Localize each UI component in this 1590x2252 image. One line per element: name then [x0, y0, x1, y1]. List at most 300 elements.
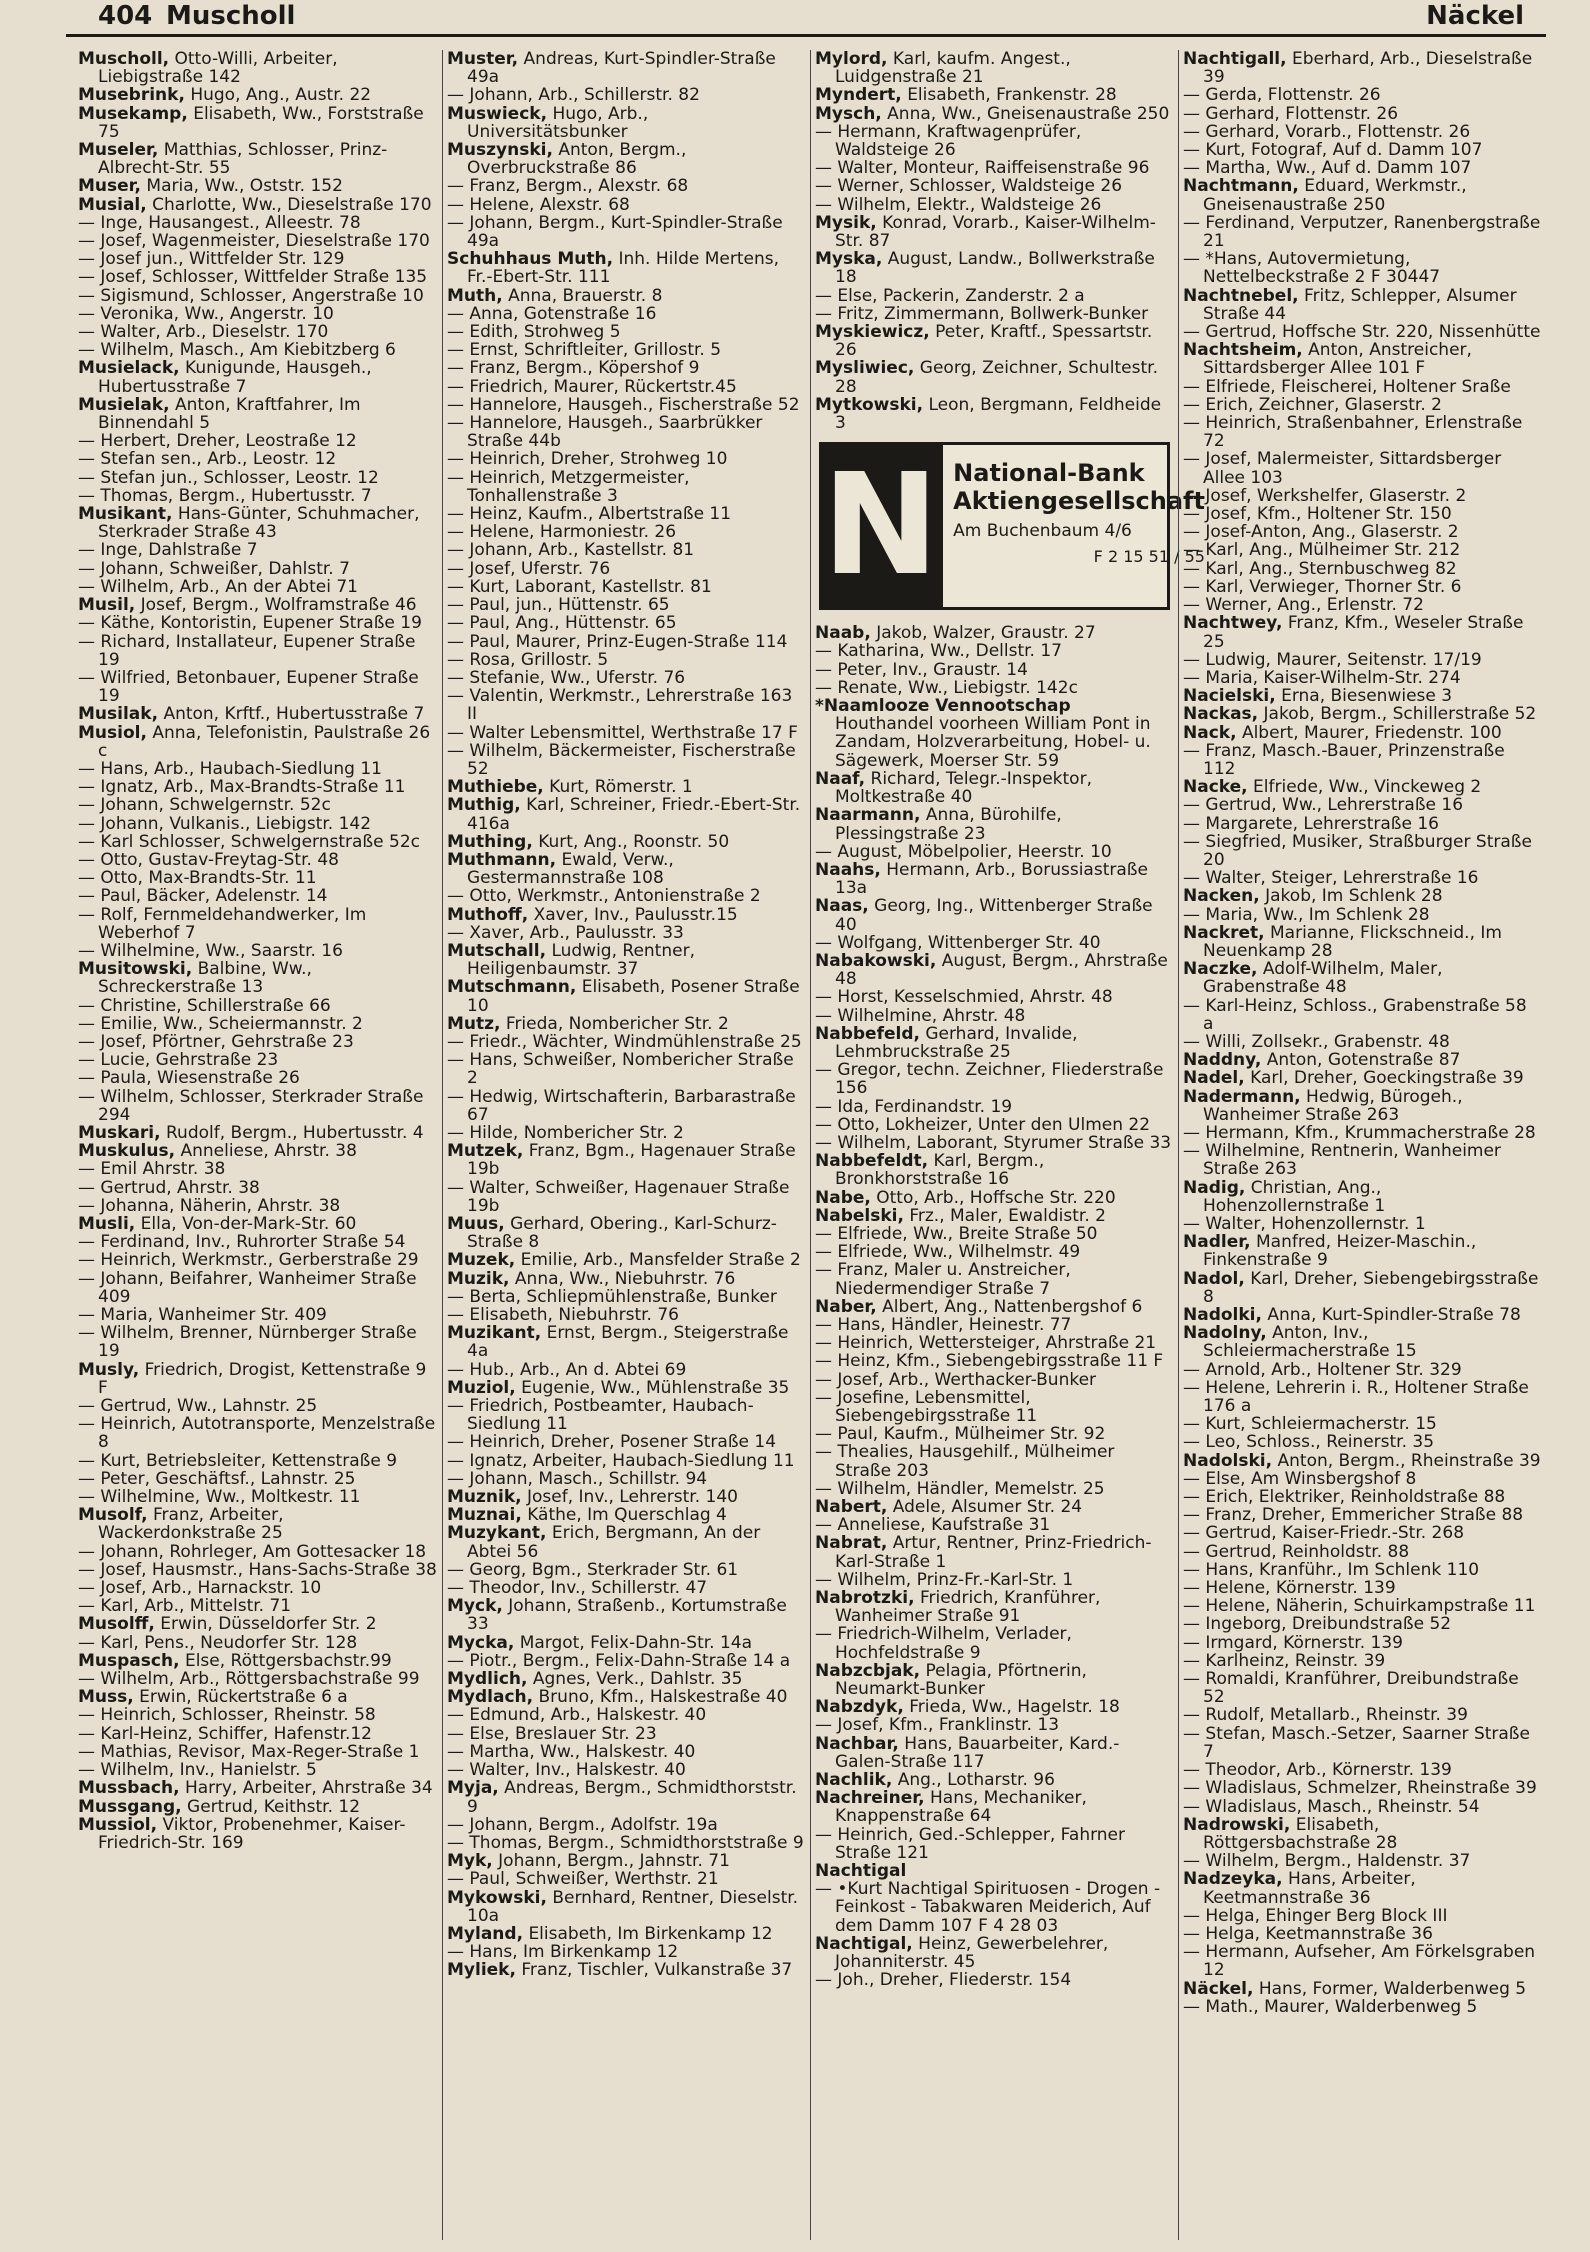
entry-details: — Wladislaus, Masch., Rheinstr. 54: [1183, 1796, 1480, 1817]
entry-details: — Karl, Ang., Mülheimer Str. 212: [1183, 540, 1461, 561]
directory-entry: [815, 1516, 1174, 1534]
entry-details: — Josef, Pförtner, Gehrstraße 23: [78, 1031, 354, 1052]
directory-entry: [78, 214, 438, 232]
directory-entry: [815, 305, 1174, 323]
entry-surname: Mysik,: [815, 212, 877, 233]
entry-details: — Hans, Händler, Heinestr. 77: [815, 1314, 1072, 1335]
entry-details: — Karl, Ang., Sternbuschweg 82: [1183, 558, 1457, 579]
entry-details: Andreas, Bergm., Schmidthorststr. 9: [467, 1778, 797, 1817]
directory-entry: [1183, 1597, 1542, 1615]
directory-entry: [447, 1506, 806, 1524]
directory-entry: [78, 177, 438, 195]
entry-details: — Thealies, Hausgehilf., Mülheimer Straße 203: [815, 1442, 1115, 1481]
directory-entry: [1183, 50, 1542, 86]
entry-surname: Musielak,: [78, 394, 170, 415]
directory-entry: [78, 1816, 438, 1852]
entry-surname: Nacke,: [1183, 777, 1248, 798]
entry-surname: Schuhhaus Muth,: [447, 249, 614, 270]
entry-surname: Mycka,: [447, 1632, 515, 1653]
entry-details: — Gerda, Flottenstr. 26: [1183, 85, 1381, 106]
entry-details: Elisabeth, Ww., Forststraße 75: [98, 103, 424, 142]
directory-entry: [447, 1215, 806, 1251]
entry-details: — *Hans, Autovermietung, Nettelbeckstraße 2 F 30447: [1183, 249, 1441, 288]
directory-entry: [447, 796, 806, 832]
directory-entry: [447, 1634, 806, 1652]
directory-entry: [1183, 123, 1542, 141]
directory-entry: [78, 487, 438, 505]
directory-entry: [78, 851, 438, 869]
entry-details: Karl, Dreher, Goeckingstraße 39: [1250, 1068, 1524, 1089]
entry-surname: Muster,: [447, 49, 519, 69]
entry-details: — Heinz, Kfm., Siebengebirgsstraße 11 F: [815, 1351, 1164, 1372]
directory-entry: [1183, 1142, 1542, 1178]
directory-entry: [447, 687, 806, 723]
entry-details: — Franz, Masch.-Bauer, Prinzenstraße 112: [1183, 740, 1505, 779]
entry-details: — Erich, Zeichner, Glaserstr. 2: [1183, 394, 1442, 415]
directory-entry: [1183, 1980, 1542, 1998]
entry-details: — Josef, Schlosser, Wittfelder Straße 135: [78, 267, 428, 288]
entry-details: Heinz, Gewerbelehrer, Johanniterstr. 45: [835, 1933, 1109, 1973]
directory-entry: [78, 669, 438, 705]
entry-surname: Nabe,: [815, 1187, 871, 1208]
entry-details: — Willi, Zollsekr., Grabenstr. 48: [1183, 1031, 1450, 1052]
directory-entry: [447, 196, 806, 214]
entry-details: Adele, Alsumer Str. 24: [892, 1497, 1083, 1518]
directory-entry: [815, 196, 1174, 214]
entry-details: — Hermann, Aufseher, Am Förkelsgraben 12: [1183, 1942, 1536, 1981]
entry-surname: Nadler,: [1183, 1232, 1251, 1253]
directory-entry: [78, 1470, 438, 1488]
entry-surname: Mylord,: [815, 49, 888, 69]
entry-details: — Josef, Kfm., Holtener Str. 150: [1183, 504, 1452, 525]
entry-details: Ella, Von-der-Mark-Str. 60: [140, 1214, 357, 1234]
entry-details: Konrad, Vorarb., Kaiser-Wilhelm-Str. 87: [835, 212, 1156, 252]
directory-entry: [78, 232, 438, 250]
directory-entry: [447, 1652, 806, 1670]
entry-surname: Muthiebe,: [447, 777, 544, 798]
entry-details: — Katharina, Ww., Dellstr. 17: [815, 641, 1062, 662]
entry-details: — Friedrich, Postbeamter, Haubach-Siedlung 11: [447, 1396, 754, 1435]
directory-entry: [1183, 1379, 1542, 1415]
entry-details: — Martha, Ww., Halskestr. 40: [447, 1741, 696, 1762]
entry-details: — Hans, Schweißer, Nombericher Straße 2: [447, 1050, 794, 1089]
entry-surname: Nackas,: [1183, 704, 1259, 725]
entry-details: — Kurt, Betriebsleiter, Kettenstraße 9: [78, 1450, 398, 1471]
directory-entry: [78, 250, 438, 268]
entry-details: — Walter, Inv., Halskestr. 40: [447, 1760, 686, 1781]
directory-entry: [1183, 1215, 1542, 1233]
entry-details: — Veronika, Ww., Angerstr. 10: [78, 303, 334, 324]
entry-surname: Nadel,: [1183, 1068, 1245, 1089]
entry-surname: Nadzeyka,: [1183, 1869, 1283, 1890]
entry-details: — Wilfried, Betonbauer, Eupener Straße 19: [78, 667, 419, 707]
directory-entry: [78, 1142, 438, 1160]
directory-entry: [815, 1134, 1174, 1152]
entry-surname: Nabrotzki,: [815, 1588, 915, 1609]
entry-details: — Josef jun., Wittfelder Str. 129: [78, 249, 345, 270]
entry-surname: Myskiewicz,: [815, 322, 930, 343]
directory-entry: [1183, 505, 1542, 523]
entry-details: Josef, Inv., Lehrerstr. 140: [527, 1487, 738, 1508]
entry-details: — Kurt, Schleiermacherstr. 15: [1183, 1414, 1437, 1435]
entry-details: — Elisabeth, Niebuhrstr. 76: [447, 1305, 679, 1326]
directory-entry: [1183, 541, 1542, 559]
directory-entry: [1183, 833, 1542, 869]
entry-details: — Gertrud, Ww., Lahnstr. 25: [78, 1396, 318, 1417]
entry-details: — Josef, Hausmstr., Hans-Sachs-Straße 38: [78, 1559, 437, 1580]
entry-details: Harry, Arbeiter, Ahrstraße 34: [184, 1778, 433, 1799]
entry-details: Hugo, Ang., Austr. 22: [190, 85, 372, 106]
entry-details: — Johann, Schweißer, Dahlstr. 7: [78, 558, 350, 579]
entry-details: Richard, Telegr.-Inspektor, Moltkestraße 40: [835, 768, 1092, 808]
entry-surname: Nabert,: [815, 1497, 888, 1518]
entry-surname: Nachtigal,: [815, 1933, 913, 1954]
entry-details: — Werner, Schlosser, Waldsteige 26: [815, 176, 1123, 197]
entry-details: Anton, Kraftfahrer, Im Binnendahl 5: [98, 394, 361, 434]
directory-entry: [447, 669, 806, 687]
directory-entry: [1183, 924, 1542, 960]
entry-details: — Gerhard, Vorarb., Flottenstr. 26: [1183, 121, 1471, 142]
directory-entry: [447, 651, 806, 669]
directory-entry: [78, 1215, 438, 1233]
entry-details: — August, Möbelpolier, Heerstr. 10: [815, 841, 1112, 862]
entry-details: — Paul, Ang., Hüttenstr. 65: [447, 613, 677, 634]
directory-entry: [815, 1771, 1174, 1789]
entry-details: Elisabeth, Posener Straße 10: [467, 977, 800, 1016]
entry-details: Erwin, Rückertstraße 6 a: [139, 1687, 348, 1708]
entry-details: Franz, Tischler, Vulkanstraße 37: [521, 1960, 793, 1981]
entry-surname: Myska,: [815, 249, 883, 270]
entry-details: — Heinrich, Dreher, Strohweg 10: [447, 449, 728, 470]
directory-entry: [815, 250, 1174, 286]
directory-entry: [1183, 578, 1542, 596]
entry-details: Eugenie, Ww., Mühlenstraße 35: [521, 1377, 790, 1398]
directory-entry: [78, 1033, 438, 1051]
entry-details: — Gertrud, Hoffsche Str. 220, Nissenhütte: [1183, 322, 1541, 343]
directory-entry: [1183, 960, 1542, 996]
directory-entry: [78, 1798, 438, 1816]
entry-details: — Hilde, Nombericher Str. 2: [447, 1122, 684, 1143]
directory-entry: [815, 1098, 1174, 1116]
directory-entry: [447, 1852, 806, 1870]
entry-surname: Nabbefeldt,: [815, 1151, 929, 1172]
directory-entry: [1183, 887, 1542, 905]
directory-entry: [1183, 705, 1542, 723]
entry-surname: Muspasch,: [78, 1650, 180, 1671]
entry-details: — Walter, Hohenzollernstr. 1: [1183, 1214, 1426, 1234]
entry-details: — Johann, Masch., Schillstr. 94: [447, 1468, 708, 1489]
directory-entry: [447, 1088, 806, 1124]
directory-entry: [1183, 1943, 1542, 1979]
directory-entry: [815, 1880, 1174, 1935]
entry-details: — Heinrich, Dreher, Posener Straße 14: [447, 1432, 777, 1453]
directory-entry: [447, 1433, 806, 1451]
entry-details: Gerhard, Obering., Karl-Schurz-Straße 8: [467, 1214, 777, 1253]
entry-details: Erwin, Düsseldorfer Str. 2: [160, 1614, 377, 1635]
directory-entry: [447, 1033, 806, 1051]
entry-details: — Johann, Arb., Schillerstr. 82: [447, 85, 700, 106]
entry-details: — Hannelore, Hausgeh., Fischerstraße 52: [447, 394, 800, 415]
entry-surname: Muszynski,: [447, 140, 553, 161]
directory-entry: [815, 806, 1174, 842]
entry-details: — Franz, Maler u. Anstreicher, Niedermendiger Straße 7: [815, 1260, 1071, 1299]
directory-entry: [447, 341, 806, 359]
directory-entry: [447, 378, 806, 396]
directory-entry: [447, 1561, 806, 1579]
directory-entry: [447, 614, 806, 632]
directory-entry: [1183, 687, 1542, 705]
directory-entry: [78, 1270, 438, 1306]
directory-entry: [447, 323, 806, 341]
entry-details: — Wilhelm, Bäckermeister, Fischerstraße 52: [447, 740, 796, 779]
entry-details: Frz., Maler, Ewaldistr. 2: [909, 1205, 1106, 1226]
entry-surname: Naahs,: [815, 859, 881, 880]
entry-surname: Mytkowski,: [815, 394, 924, 415]
directory-entry: [1183, 1852, 1542, 1870]
directory-entry: [78, 1761, 438, 1779]
entry-surname: Muziol,: [447, 1377, 516, 1398]
entry-details: Anton, Inv., Schleiermacherstraße 15: [1203, 1323, 1417, 1362]
entry-surname: Nachtnebel,: [1183, 285, 1299, 306]
directory-entry: [78, 1397, 438, 1415]
directory-entry: [447, 1761, 806, 1779]
directory-entry: [78, 869, 438, 887]
directory-entry: [815, 1261, 1174, 1297]
entry-details: — Maria, Ww., Im Schlenk 28: [1183, 904, 1430, 925]
entry-surname: Mussiol,: [78, 1814, 158, 1835]
entry-details: — Johann, Rohrleger, Am Gottesacker 18: [78, 1541, 427, 1562]
column-1: [74, 50, 442, 2240]
entry-surname: Mydlich,: [447, 1669, 528, 1690]
entry-details: — Hans, Im Birkenkamp 12: [447, 1942, 679, 1963]
entry-details: — Stefan, Masch.-Setzer, Saarner Straße 7: [1183, 1723, 1530, 1762]
entry-details: Friedrich, Kranführer, Wanheimer Straße 91: [835, 1588, 1101, 1627]
directory-entry: [1183, 141, 1542, 159]
entry-details: — Heinrich, Wettersteiger, Ahrstraße 21: [815, 1333, 1157, 1354]
entry-details: — Johanna, Näherin, Ahrstr. 38: [78, 1195, 341, 1216]
entry-details: Gertrud, Keithstr. 12: [187, 1796, 361, 1817]
entry-details: — Renate, Ww., Liebigstr. 142c: [815, 677, 1078, 698]
entry-details: Elisabeth, Röttgersbachstraße 28: [1203, 1814, 1398, 1853]
entry-surname: Näckel,: [1183, 1978, 1254, 1999]
entry-details: — Wilhelmine, Ahrstr. 48: [815, 1005, 1026, 1026]
directory-entry: [815, 1826, 1174, 1862]
directory-entry: [815, 843, 1174, 861]
directory-entry: [1183, 86, 1542, 104]
entry-details: — Math., Maurer, Walderbenweg 5: [1183, 1996, 1478, 2017]
entry-details: Hugo, Arb., Universitätsbunker: [467, 103, 649, 142]
entry-details: — Joh., Dreher, Fliederstr. 154: [815, 1970, 1072, 1991]
entry-details: Franz, Kfm., Weseler Straße 25: [1203, 613, 1524, 652]
directory-entry: [447, 633, 806, 651]
directory-entry: [78, 778, 438, 796]
directory-entry: [1183, 1579, 1542, 1597]
directory-entry: [1183, 724, 1542, 742]
entry-details: Jakob, Im Schlenk 28: [1265, 886, 1443, 907]
entry-details: Karl, Schreiner, Friedr.-Ebert-Str. 416a: [467, 795, 801, 834]
directory-entry: [1183, 1816, 1542, 1852]
directory-entry: [815, 86, 1174, 104]
entry-surname: Muus,: [447, 1214, 505, 1234]
entry-details: Rudolf, Bergm., Hubertusstr. 4: [166, 1122, 424, 1143]
directory-entry: [815, 1152, 1174, 1188]
entry-details: — Ingeborg, Dreibundstraße 52: [1183, 1614, 1452, 1635]
directory-entry: [447, 1015, 806, 1033]
entry-details: — Helene, Näherin, Schuirkampstraße 11: [1183, 1596, 1536, 1617]
entry-details: Manfred, Heizer-Maschin., Finkenstraße 9: [1203, 1232, 1477, 1271]
directory-entry: [447, 1379, 806, 1397]
entry-details: — Wilhelm, Elektr., Waldsteige 26: [815, 194, 1102, 215]
directory-entry: [78, 1124, 438, 1142]
directory-entry: [1183, 378, 1542, 396]
entry-details: — Rolf, Fernmeldehandwerker, Im Weberhof 7: [78, 904, 367, 943]
entry-details: Johann, Bergm., Jahnstr. 71: [498, 1851, 730, 1872]
directory-entry: [1183, 1870, 1542, 1906]
directory-entry: [78, 1197, 438, 1215]
entry-details: — Josef-Anton, Ang., Glaserstr. 2: [1183, 522, 1459, 543]
directory-entry: [815, 770, 1174, 806]
entry-details: Karl, kaufm. Angest., Luidgenstraße 21: [835, 49, 1071, 88]
directory-entry: [447, 942, 806, 978]
entry-details: — Christine, Schillerstraße 66: [78, 995, 331, 1016]
entry-details: — Karl-Heinz, Schiffer, Hafenstr.12: [78, 1723, 372, 1744]
directory-entry: [1183, 1051, 1542, 1069]
entry-details: Viktor, Probenehmer, Kaiser-Friedrich-Str. 169: [98, 1814, 406, 1853]
directory-entry: [1183, 1615, 1542, 1633]
entry-details: Inh. Hilde Mertens, Fr.-Ebert-Str. 111: [467, 249, 779, 288]
entry-details: Anna, Ww., Gneisenaustraße 250: [887, 103, 1170, 124]
entry-details: Franz, Arbeiter, Wackerdonkstraße 25: [98, 1505, 284, 1544]
directory-entry: [447, 887, 806, 905]
entry-details: — Walter, Arb., Dieselstr. 170: [78, 322, 329, 343]
entry-details: — Lucie, Gehrstraße 23: [78, 1050, 279, 1071]
entry-surname: Nachtigal: [815, 1861, 907, 1882]
directory-entry: [447, 86, 806, 104]
entry-details: Kurt, Ang., Roonstr. 50: [538, 831, 730, 852]
directory-entry: [815, 1971, 1174, 1989]
entry-details: — Otto, Werkmstr., Antonienstraße 2: [447, 886, 761, 907]
directory-entry: [447, 596, 806, 614]
entry-details: Erna, Biesenwiese 3: [1281, 686, 1453, 707]
entry-details: — Anna, Gotenstraße 16: [447, 303, 657, 324]
directory-entry: [447, 450, 806, 468]
entry-surname: Musil,: [78, 595, 136, 616]
directory-entry: [78, 1543, 438, 1561]
entry-details: — Margarete, Lehrerstraße 16: [1183, 813, 1439, 834]
directory-entry: [78, 596, 438, 614]
entry-details: — Wladislaus, Schmelzer, Rheinstraße 39: [1183, 1778, 1537, 1799]
entry-details: — Gerhard, Flottenstr. 26: [1183, 103, 1399, 124]
entry-details: Anton, Bergm., Rheinstraße 39: [1277, 1450, 1541, 1471]
entry-surname: Muzek,: [447, 1250, 516, 1271]
directory-entry: [815, 396, 1174, 432]
entry-details: Hermann, Arb., Borussiastraße 13a: [835, 859, 1148, 899]
entry-details: Jakob, Walzer, Graustr. 27: [876, 623, 1096, 644]
entry-details: Emilie, Arb., Mansfelder Straße 2: [520, 1250, 801, 1271]
entry-details: Adolf-Wilhelm, Maler, Grabenstraße 48: [1203, 959, 1443, 998]
entry-details: Hans-Günter, Schuhmacher, Sterkrader Straße 43: [98, 504, 420, 543]
entry-details: Käthe, Im Querschlag 4: [527, 1505, 727, 1526]
entry-details: — Else, Am Winsbergshof 8: [1183, 1468, 1417, 1489]
bank-address: Am Buchenbaum 4/6: [953, 521, 1132, 542]
directory-entry: [78, 1561, 438, 1579]
entry-surname: Muthmann,: [447, 849, 557, 870]
entry-details: — Paul, Bäcker, Adelenstr. 14: [78, 886, 328, 907]
entry-surname: Nabzcbjak,: [815, 1660, 921, 1681]
entry-surname: Musilak,: [78, 704, 159, 725]
directory-entry: [78, 432, 438, 450]
directory-entry: [815, 1425, 1174, 1443]
entry-details: — Josef, Werkshelfer, Glaserstr. 2: [1183, 485, 1467, 506]
directory-entry: [815, 1698, 1174, 1716]
entry-details: — Helene, Körnerstr. 139: [1183, 1578, 1396, 1599]
entry-details: Charlotte, Ww., Dieselstraße 170: [152, 194, 432, 215]
directory-entry: [447, 214, 806, 250]
directory-entry: [78, 1615, 438, 1633]
entry-details: — Paul, jun., Hüttenstr. 65: [447, 595, 670, 616]
entry-details: Elisabeth, Frankenstr. 28: [907, 85, 1117, 106]
entry-details: — Anneliese, Kaufstraße 31: [815, 1515, 1051, 1536]
directory-entry: [1183, 1998, 1542, 2016]
directory-entry: [447, 1306, 806, 1324]
entry-details: — Rudolf, Metallarb., Rheinstr. 39: [1183, 1705, 1468, 1726]
entry-details: — Horst, Kesselschmied, Ahrstr. 48: [815, 987, 1113, 1008]
entry-details: — Heinrich, Ged.-Schlepper, Fahrner Straße 121: [815, 1824, 1126, 1863]
entry-details: — Johann, Bergm., Adolfstr. 19a: [447, 1814, 718, 1835]
bank-name-line1: National-Bank: [953, 459, 1145, 488]
entry-details: Anna, Bürohilfe, Plessingstraße 23: [835, 805, 1062, 844]
entry-details: — Wilhelm, Prinz-Fr.-Karl-Str. 1: [815, 1569, 1074, 1590]
entry-details: — Theodor, Arb., Körnerstr. 139: [1183, 1760, 1452, 1781]
directory-entry: [1183, 487, 1542, 505]
entry-details: — Kurt, Fotograf, Auf d. Damm 107: [1183, 140, 1483, 161]
entry-details: — Elfriede, Ww., Wilhelmstr. 49: [815, 1242, 1081, 1263]
entry-surname: Myndert,: [815, 85, 902, 106]
directory-entry: [1183, 742, 1542, 778]
entry-surname: Naczke,: [1183, 959, 1258, 980]
entry-details: — Ignatz, Arbeiter, Haubach-Siedlung 11: [447, 1450, 795, 1471]
entry-details: Margot, Felix-Dahn-Str. 14a: [519, 1632, 753, 1653]
entry-details: — Ludwig, Maurer, Seitenstr. 17/19: [1183, 649, 1482, 670]
entry-surname: Musial,: [78, 194, 147, 215]
directory-entry: [815, 177, 1174, 195]
entry-details: Anna, Ww., Niebuhrstr. 76: [514, 1268, 736, 1289]
entry-details: Erich, Bergmann, An der Abtei 56: [467, 1523, 761, 1562]
entry-details: — Heinrich, Schlosser, Rheinstr. 58: [78, 1705, 376, 1726]
entry-details: — Gertrud, Ww., Lehrerstraße 16: [1183, 795, 1464, 816]
entry-surname: Musekamp,: [78, 103, 188, 124]
directory-entry: [78, 760, 438, 778]
entry-surname: Naas,: [815, 896, 869, 917]
entry-details: — Wilhelm, Masch., Am Kiebitzberg 6: [78, 340, 396, 361]
directory-entry: [815, 897, 1174, 933]
entry-details: — Sigismund, Schlosser, Angerstraße 10: [78, 285, 424, 306]
directory-entry: [815, 1480, 1174, 1498]
entry-details: — Karl Schlosser, Schwelgernstraße 52c: [78, 831, 420, 852]
directory-entry: [447, 177, 806, 195]
entry-surname: *Naamlooze Vennootschap: [815, 696, 1071, 717]
directory-entry: [1183, 1798, 1542, 1816]
directory-entry: [78, 341, 438, 359]
entry-surname: Muthoff,: [447, 904, 529, 925]
entry-details: — Emil Ahrstr. 38: [78, 1159, 226, 1180]
entry-details: Eduard, Werkmstr., Gneisenaustraße 250: [1203, 176, 1467, 215]
directory-entry: [447, 1452, 806, 1470]
entry-details: — Irmgard, Körnerstr. 139: [1183, 1632, 1403, 1653]
directory-entry: [815, 697, 1174, 770]
entry-details: Elfriede, Ww., Vinckeweg 2: [1253, 777, 1482, 798]
directory-entry: [78, 1324, 438, 1360]
